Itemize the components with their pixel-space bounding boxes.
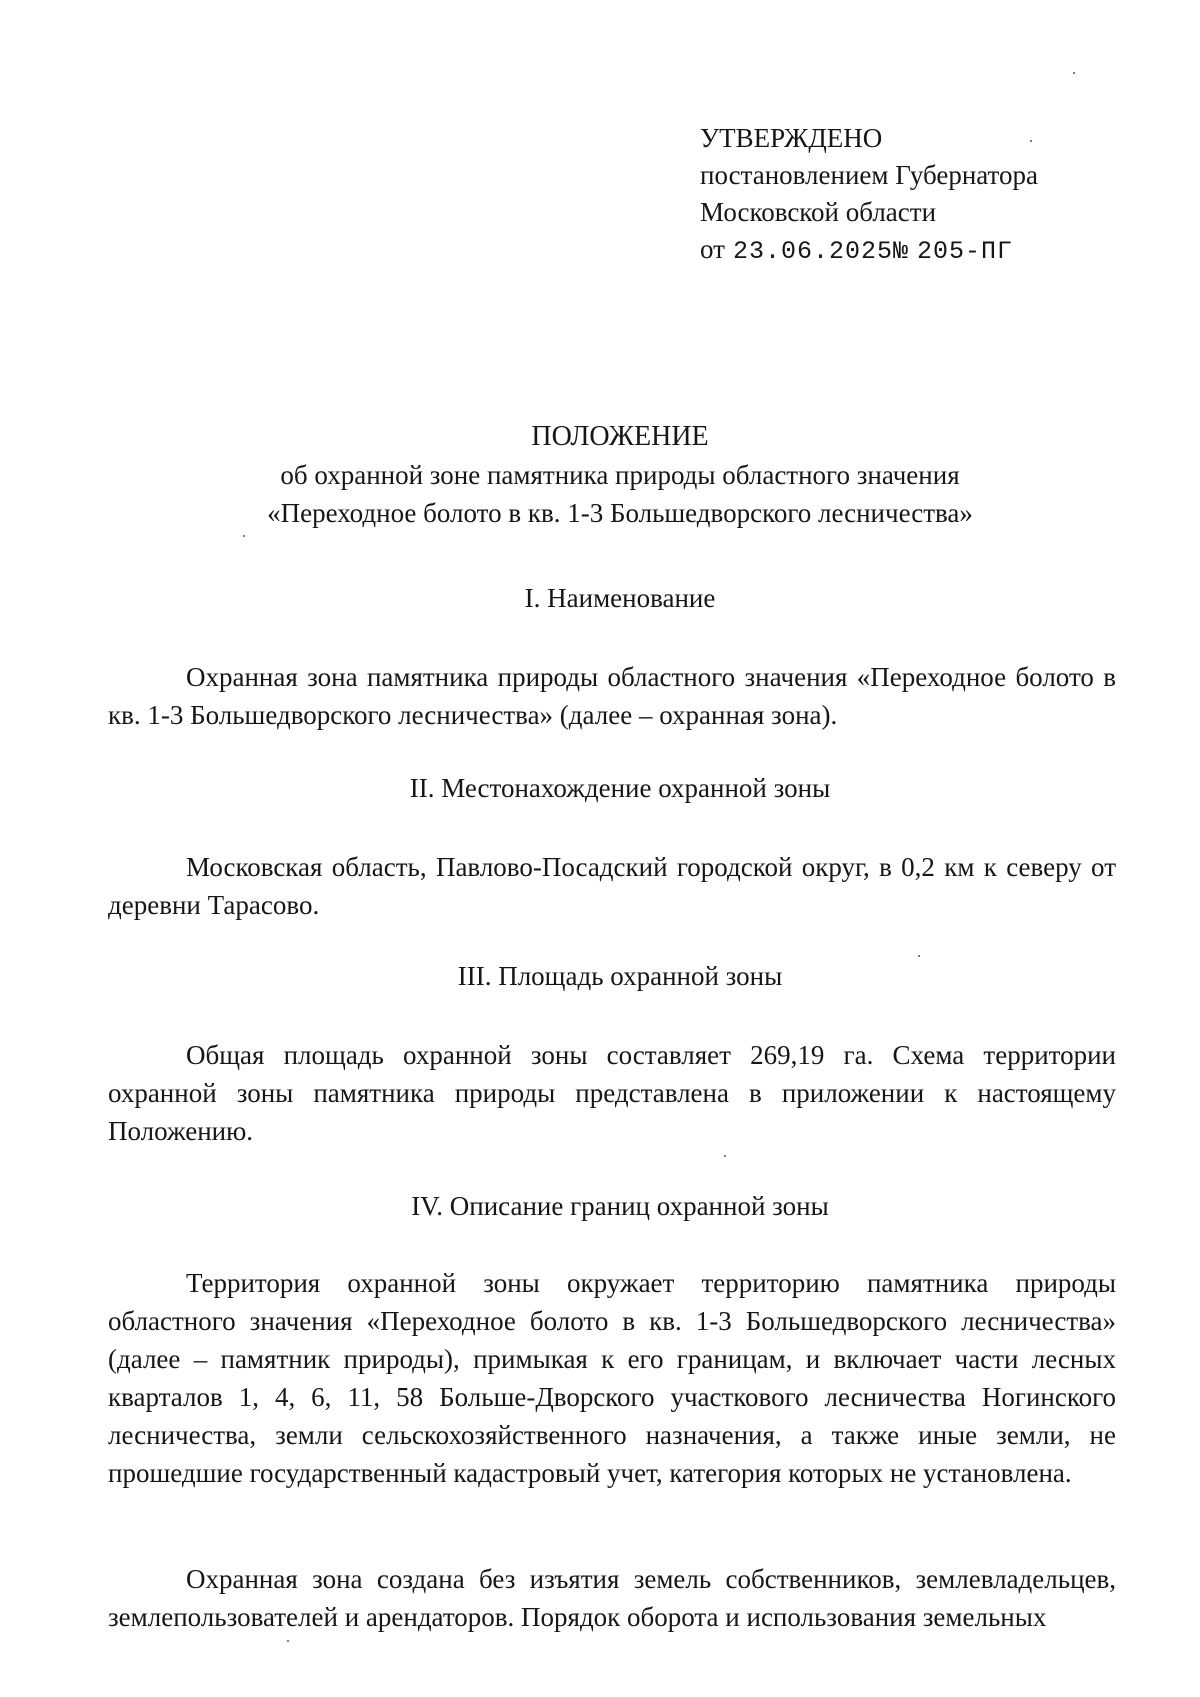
- title-object: «Переходное болото в кв. 1-3 Большедворского лесничества»: [267, 498, 973, 528]
- scan-speck: [1030, 140, 1032, 142]
- scan-speck: [918, 955, 920, 957]
- scan-speck: [724, 1155, 726, 1157]
- approval-region: Московской области: [700, 197, 937, 227]
- approval-heading: УТВЕРЖДЕНО: [700, 123, 883, 153]
- section-boundaries-text-1: Территория охранной зоны окружает территорию памятника природы областного значения «Переходное болото в кв. 1-3 Большедворского лесничества» (далее – памятник природы), примыкая к его границам, и включает части лесных кварталов 1, 4, 6, 11, 58 Больше-Дворского участкового лесничества Ногинского лесничества, земли сельскохозяйственного назначения, а также иные земли, не прошедшие государственный кадастровый учет, категория которых не установлена.: [108, 1268, 1116, 1488]
- section-name-text: Охранная зона памятника природы областного значения «Переходное болото в кв. 1-3 Большедворского лесничества» (далее – охранная зона).: [108, 662, 1116, 730]
- section-heading-boundaries: IV. Описание границ охранной зоны: [411, 1191, 829, 1221]
- approval-date: 23.06.2025: [732, 237, 893, 266]
- section-heading-location: II. Местонахождение охранной зоны: [409, 773, 831, 803]
- scan-speck: [1073, 72, 1075, 74]
- scan-speck: [287, 1640, 289, 1642]
- approval-authority: постановлением Губернатора: [700, 160, 1038, 190]
- scan-speck: [243, 535, 245, 537]
- date-prefix: от: [700, 234, 725, 264]
- number-sign: №: [892, 237, 909, 266]
- approval-stamp: [700, 120, 1120, 270]
- section-heading-name: I. Наименование: [524, 583, 716, 613]
- document-title: [140, 418, 1100, 532]
- section-location-text: Московская область, Павлово-Посадский городской округ, в 0,2 км к северу от деревни Тарасово.: [108, 852, 1116, 920]
- section-boundaries-text-2: Охранная зона создана без изъятия земель собственников, землевладельцев, землепользователей и арендаторов. Порядок оборота и использования земельных: [108, 1564, 1116, 1632]
- section-area-text: Общая площадь охранной зоны составляет 269,19 га. Схема территории охранной зоны памятника природы представлена в приложении к настоящему Положению.: [108, 1040, 1116, 1146]
- title-main: ПОЛОЖЕНИЕ: [531, 421, 709, 452]
- approval-date-line: [700, 231, 1120, 270]
- section-heading-area: III. Площадь охранной зоны: [457, 961, 783, 991]
- approval-number: 205-ПГ: [917, 237, 1014, 266]
- title-subject: об охранной зоне памятника природы областного значения: [280, 460, 960, 490]
